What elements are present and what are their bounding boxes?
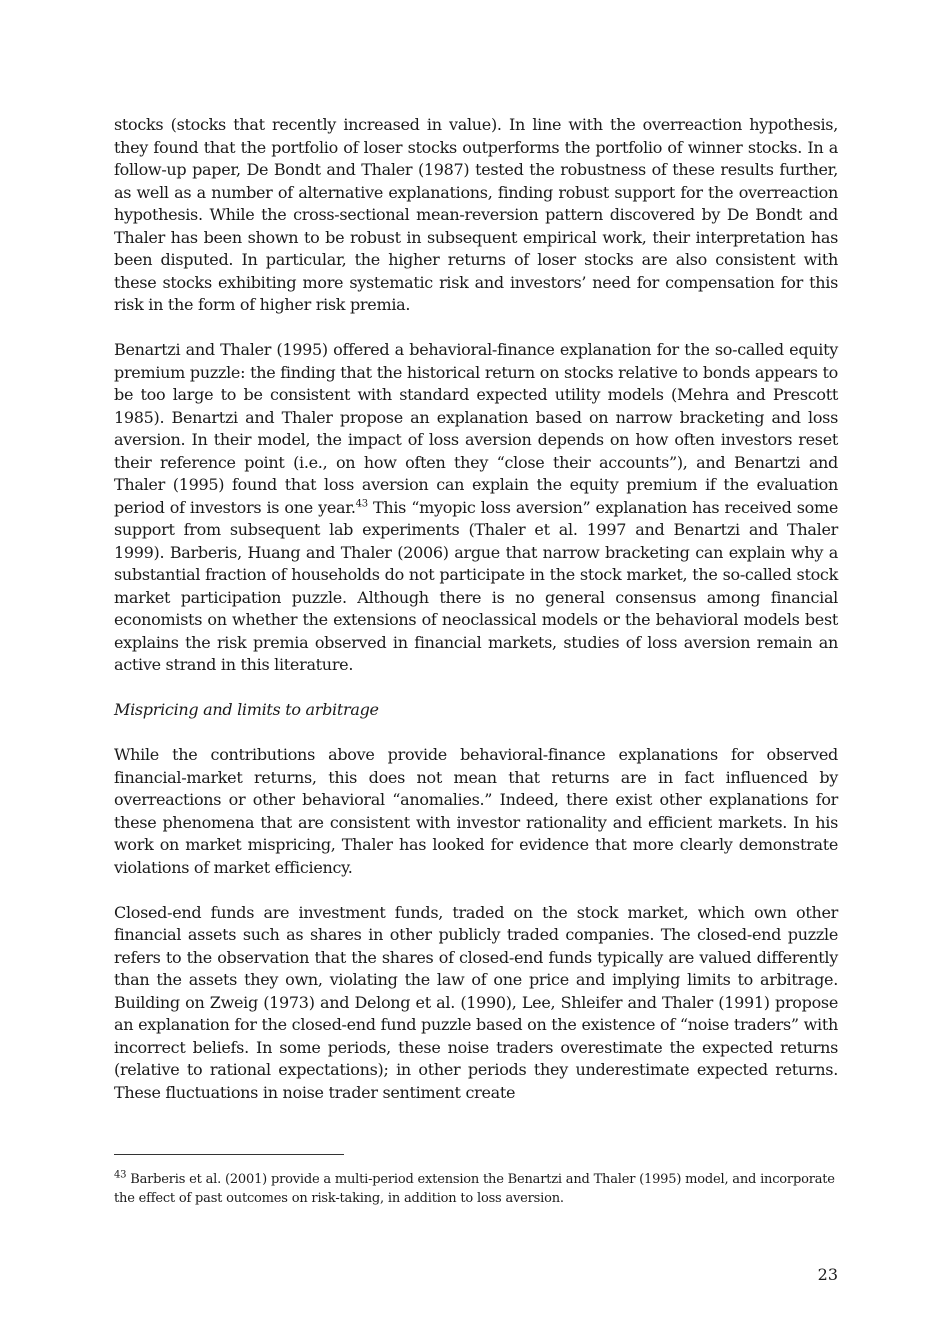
footnote-reference[interactable]: 43	[355, 498, 368, 510]
paragraph-equity-premium-part2: This “myopic loss aversion” explanation has received some support from subsequent lab experiments (Thaler et al. 1997 and Benartzi and Thaler 1999). Barberis, Huang and Thaler (2006) argue that narrow bracketing can explain why a substantial fraction of households do not participate in the stock market, the so-called stock market participation puzzle. Although there is no general consensus among financial economists on whether the extensions of neoclassical models or the behavioral models best explains the risk premia observed in financial markets, studies of loss aversion remain an active strand in this literature.	[114, 497, 839, 674]
paragraph-equity-premium	[114, 339, 838, 677]
paragraph-equity-premium-part1: Benartzi and Thaler (1995) offered a behavioral-finance explanation for the so-called equity premium puzzle: the finding that the historical return on stocks relative to bonds appears to be too large to be consistent with standard expected utility models (Mehra and Prescott 1985). Benartzi and Thaler propose an explanation based on narrow bracketing and loss aversion. In their model, the impact of loss aversion depends on how often investors reset their reference point (i.e., on how often they “close their accounts”), and Benartzi and Thaler (1995) found that loss aversion can explain the equity premium if the evaluation period of investors is one year.	[114, 340, 838, 517]
paragraph-closed-end-funds: Closed-end funds are investment funds, traded on the stock market, which own other financial assets such as shares in other publicly traded companies. The closed-end puzzle refers to the observation that the shares of closed-end funds typically are valued differently than the assets they own, violating the law of one price and implying limits to arbitrage. Building on Zweig (1973) and Delong et al. (1990), Lee, Shleifer and Thaler (1991) propose an explanation for the closed-end fund puzzle based on the existence of “noise traders” with incorrect beliefs. In some periods, these noise traders overestimate the expected returns (relative to rational expectations); in other periods they underestimate expected returns. These fluctuations in noise trader sentiment create	[114, 902, 838, 1102]
page-body	[114, 114, 838, 1127]
paragraph-overreaction: stocks (stocks that recently increased in value). In line with the overreaction hypothesis, they found that the portfolio of loser stocks outperforms the portfolio of winner stocks. In a follow-up paper, De Bondt and Thaler (1987) tested the robustness of these results further, as well as a number of alternative explanations, finding robust support for the overreaction hypothesis. While the cross-sectional mean-reversion pattern discovered by De Bondt and Thaler has been shown to be robust in subsequent empirical work, their interpretation has been disputed. In particular, the higher returns of loser stocks are also consistent with these stocks exhibiting more systematic risk and investors’ need for compensation for this risk in the form of higher risk premia.	[114, 115, 838, 314]
footnote-text: Barberis et al. (2001) provide a multi-period extension the Benartzi and Thaler (1995) model, and incorporate the effect of past outcomes on risk-taking, in addition to loss aversion.	[114, 1172, 835, 1206]
section-heading: Mispricing and limits to arbitrage	[114, 700, 379, 719]
footnote	[114, 1170, 838, 1208]
footnote-divider	[114, 1154, 344, 1155]
paragraph-mispricing: While the contributions above provide behavioral-finance explanations for observed financial-market returns, this does not mean that returns are in fact influenced by overreactions or other behavioral “anomalies.” Indeed, there exist other explanations for these phenomena that are consistent with investor rationality and efficient markets. In his work on market mispricing, Thaler has looked for evidence that more clearly demonstrate violations of market efficiency.	[114, 745, 838, 877]
footnote-number: 43	[114, 1169, 127, 1181]
page-number: 23	[817, 1265, 838, 1284]
